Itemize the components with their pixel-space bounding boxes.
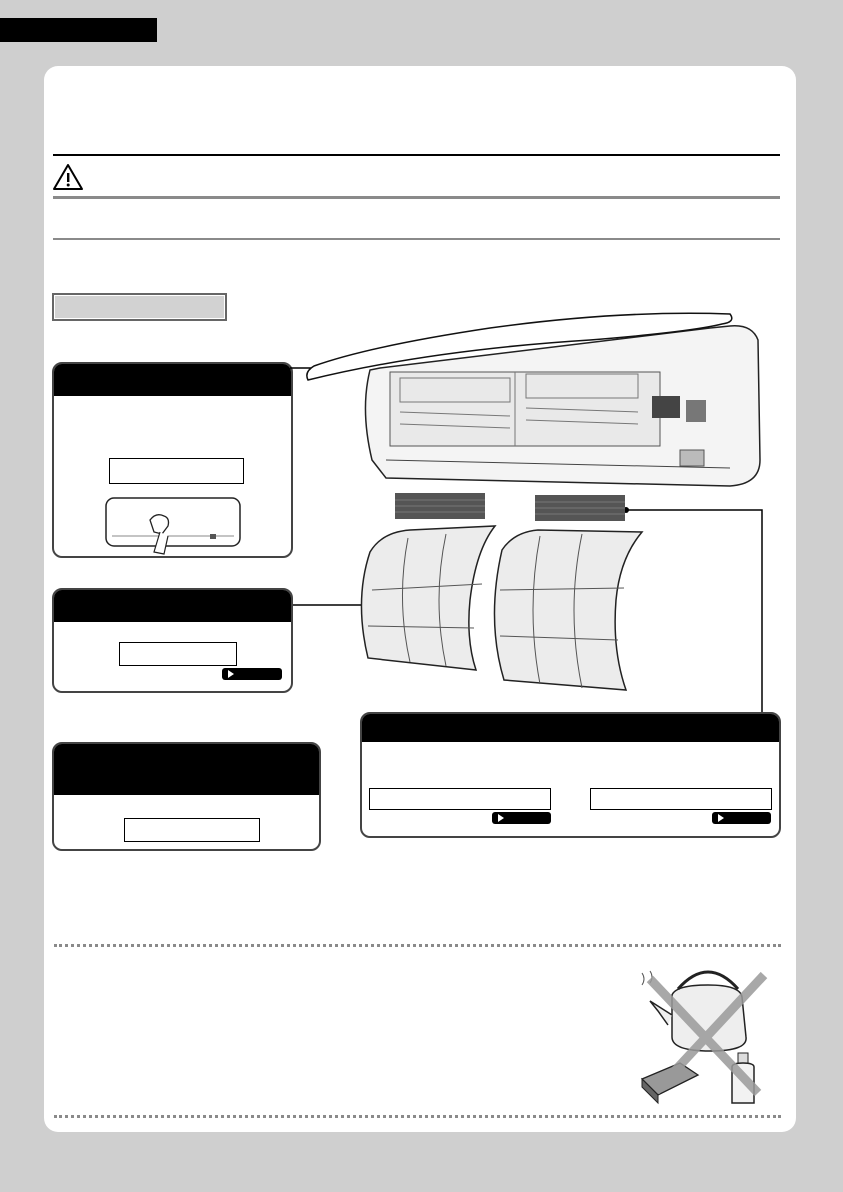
deodorizing-filter-link-a[interactable] xyxy=(492,812,551,824)
front-panel-label xyxy=(109,458,244,484)
deodorizing-filter-leader xyxy=(626,510,762,712)
air-filter-page-link[interactable] xyxy=(222,668,282,680)
unit-body-box xyxy=(52,742,321,851)
wipe-unit-icon xyxy=(102,490,242,556)
air-filter-title xyxy=(54,590,291,622)
front-panel-title xyxy=(54,364,291,396)
section-rule xyxy=(53,238,780,240)
brush-icon xyxy=(642,1063,698,1103)
air-filter-right xyxy=(494,530,642,690)
notice-top-rule xyxy=(54,944,781,947)
air-filter-box xyxy=(52,588,293,693)
deodorizing-filter-link-b[interactable] xyxy=(712,812,771,824)
deodorizing-filter-box xyxy=(360,712,781,838)
prohibited-items-illustration xyxy=(628,955,778,1107)
section-title-chip xyxy=(52,293,227,321)
header-tab xyxy=(0,18,157,42)
unit-body-title xyxy=(54,744,319,795)
air-conditioner-illustration xyxy=(290,300,780,720)
caution-top-rule xyxy=(53,154,780,156)
front-panel-box xyxy=(52,362,293,558)
notice-bottom-rule xyxy=(54,1115,781,1118)
air-filter-label xyxy=(119,642,237,666)
caution-bottom-rule xyxy=(53,196,780,199)
deodorizing-filter-label-a xyxy=(369,788,551,810)
deodorizing-filter-label-b xyxy=(590,788,772,810)
air-filter-left xyxy=(361,526,495,670)
unit-body-label xyxy=(124,818,260,842)
warning-triangle-icon xyxy=(52,162,84,192)
